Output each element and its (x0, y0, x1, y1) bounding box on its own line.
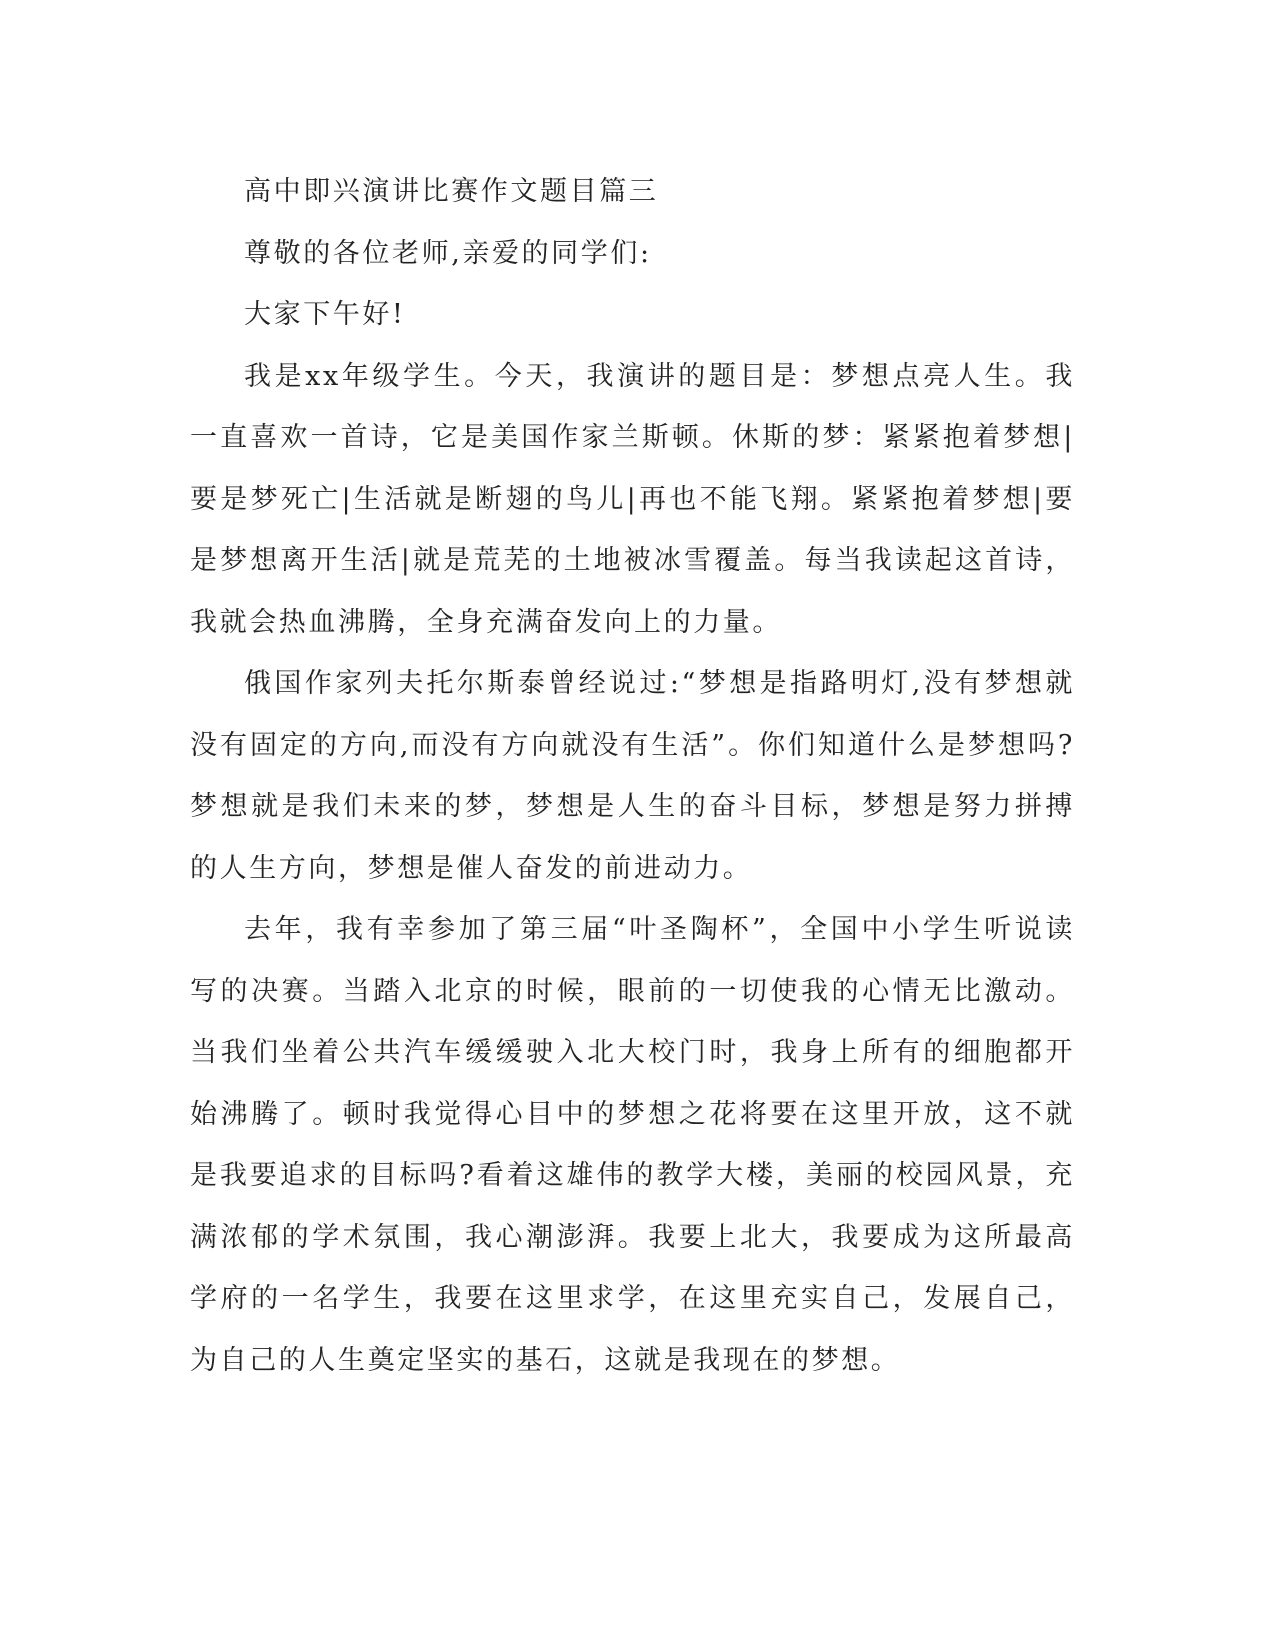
paragraph-3: 去年，我有幸参加了第三届“叶圣陶杯”，全国中小学生听说读写的决赛。当踏入北京的时候，眼前的一切使我的心情无比激动。当我们坐着公共汽车缓缓驶入北大校门时，我身上所有的细胞都开始沸腾了。顿时我觉得心目中的梦想之花将要在这里开放，这不就是我要追求的目标吗?看着这雄伟的教学大楼，美丽的校园风景，充满浓郁的学术氛围，我心潮澎湃。我要上北大，我要成为这所最高学府的一名学生，我要在这里求学，在这里充实自己，发展自己，为自己的人生奠定坚实的基石，这就是我现在的梦想。 (190, 914, 1075, 1376)
salutation: 尊敬的各位老师,亲爱的同学们: (244, 237, 652, 269)
paragraph-2: 俄国作家列夫托尔斯泰曾经说过:“梦想是指路明灯,没有梦想就没有固定的方向,而没有方向就没有生活”。你们知道什么是梦想吗?梦想就是我们未来的梦，梦想是人生的奋斗目标，梦想是努力拼搏的人生方向，梦想是催人奋发的前进动力。 (190, 668, 1075, 884)
document-title: 高中即兴演讲比赛作文题目篇三 (244, 176, 659, 207)
paragraph-1: 我是xx年级学生。今天，我演讲的题目是：梦想点亮人生。我一直喜欢一首诗，它是美国作家兰斯顿。休斯的梦：紧紧抱着梦想|要是梦死亡|生活就是断翅的鸟儿|再也不能飞翔。紧紧抱着梦想|要是梦想离开生活|就是荒芜的土地被冰雪覆盖。每当我读起这首诗，我就会热血沸腾，全身充满奋发向上的力量。 (190, 360, 1075, 638)
document-body (190, 161, 1075, 1391)
greeting: 大家下午好! (244, 299, 406, 330)
